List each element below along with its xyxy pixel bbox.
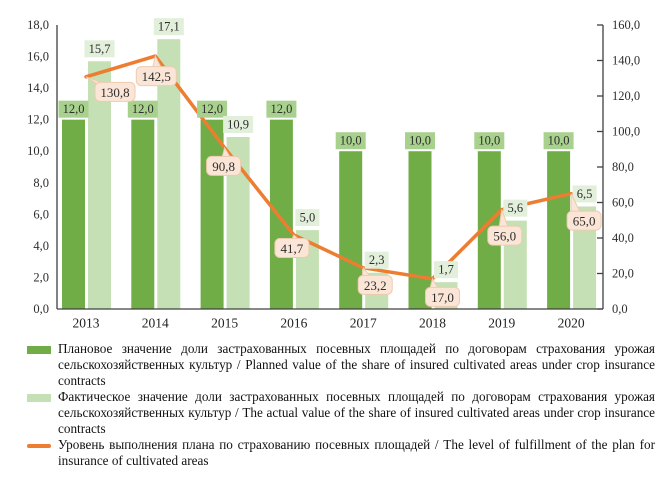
right-axis-tick-label: 100,0	[612, 124, 641, 139]
x-axis-category-label: 2013	[72, 315, 100, 331]
left-axis-tick-label: 8,0	[33, 175, 49, 190]
data-label-planned: 10,0	[409, 133, 431, 148]
x-axis-category-label: 2019	[488, 315, 516, 331]
data-label-fulfillment: 56,0	[493, 228, 517, 244]
x-axis-category-label: 2018	[419, 315, 446, 331]
left-axis-tick-label: 6,0	[33, 207, 49, 222]
left-axis-tick-label: 2,0	[33, 270, 49, 285]
right-axis-tick-label: 0,0	[612, 302, 628, 316]
legend-item-actual	[27, 389, 655, 437]
x-axis-category-label: 2015	[211, 315, 239, 331]
legend-swatch-fulfillment-line	[27, 444, 51, 448]
data-label-actual: 5,0	[299, 210, 316, 225]
data-label-actual: 17,1	[157, 19, 180, 34]
right-axis-tick-label: 120,0	[612, 89, 641, 103]
bar-planned-2014	[131, 120, 154, 309]
data-label-actual: 5,6	[507, 201, 524, 216]
data-label-actual: 10,9	[227, 117, 250, 132]
legend-label-actual: Фактическое значение доли застрахованных посевных площадей по договорам страхования урожая сельскохозяйственных культур / The actual value of the share of insured cultivated areas under crop insurance contracts	[58, 389, 655, 436]
data-label-fulfillment: 130,8	[100, 84, 130, 100]
data-label-actual: 2,3	[368, 253, 385, 268]
data-label-actual: 1,7	[438, 262, 454, 277]
data-label-fulfillment: 17,0	[431, 289, 454, 305]
bar-planned-2018	[409, 151, 432, 309]
left-axis-tick-label: 12,0	[27, 112, 49, 127]
data-label-actual: 6,5	[576, 186, 593, 201]
legend-swatch-actual-bar	[27, 394, 51, 402]
left-axis-tick-label: 18,0	[27, 18, 49, 32]
data-label-actual: 15,7	[88, 41, 111, 56]
data-label-fulfillment: 90,8	[212, 158, 235, 174]
legend-swatch-planned-bar	[27, 346, 51, 354]
data-label-planned: 12,0	[270, 102, 293, 117]
bar-planned-2013	[62, 120, 85, 309]
left-axis-tick-label: 16,0	[27, 49, 49, 64]
legend-item-fulfillment	[27, 437, 655, 469]
bar-planned-2016	[270, 120, 293, 309]
right-axis-tick-label: 60,0	[612, 195, 634, 210]
right-axis-tick-label: 80,0	[612, 160, 634, 174]
data-label-planned: 10,0	[339, 133, 362, 148]
left-axis-tick-label: 14,0	[27, 81, 49, 96]
legend	[0, 338, 671, 469]
x-axis-category-label: 2017	[349, 315, 377, 331]
right-axis-tick-label: 40,0	[612, 231, 634, 245]
x-axis-category-label: 2020	[557, 315, 585, 331]
data-label-planned: 12,0	[201, 102, 224, 117]
left-axis-tick-label: 0,0	[33, 302, 49, 316]
right-axis-tick-label: 20,0	[612, 266, 634, 281]
data-label-fulfillment: 41,7	[280, 240, 304, 256]
data-label-planned: 12,0	[131, 102, 154, 117]
right-axis-tick-label: 160,0	[612, 18, 641, 32]
legend-item-planned	[27, 341, 655, 389]
bar-planned-2020	[547, 151, 570, 309]
data-label-fulfillment: 142,5	[141, 69, 171, 85]
data-label-planned: 10,0	[547, 133, 570, 148]
x-axis-category-label: 2016	[280, 315, 308, 331]
bar-planned-2015	[201, 120, 224, 309]
left-axis-tick-label: 4,0	[33, 238, 49, 253]
right-axis-tick-label: 140,0	[612, 53, 641, 68]
left-axis-tick-label: 10,0	[27, 144, 49, 159]
legend-label-fulfillment: Уровень выполнения плана по страхованию посевных площадей / The level of fulfillment of the plan for insurance of cultivated areas	[58, 437, 655, 468]
data-label-fulfillment: 23,2	[363, 277, 387, 293]
data-label-fulfillment: 65,0	[572, 213, 596, 229]
x-axis-category-label: 2014	[141, 315, 169, 331]
legend-label-planned: Плановое значение доли застрахованных посевных площадей по договорам страхования урожая сельскохозяйственных культур / Planned value of the share of insured cultivated areas under crop insurance contracts	[58, 341, 655, 388]
data-label-planned: 10,0	[478, 133, 501, 148]
data-label-planned: 12,0	[62, 102, 85, 117]
